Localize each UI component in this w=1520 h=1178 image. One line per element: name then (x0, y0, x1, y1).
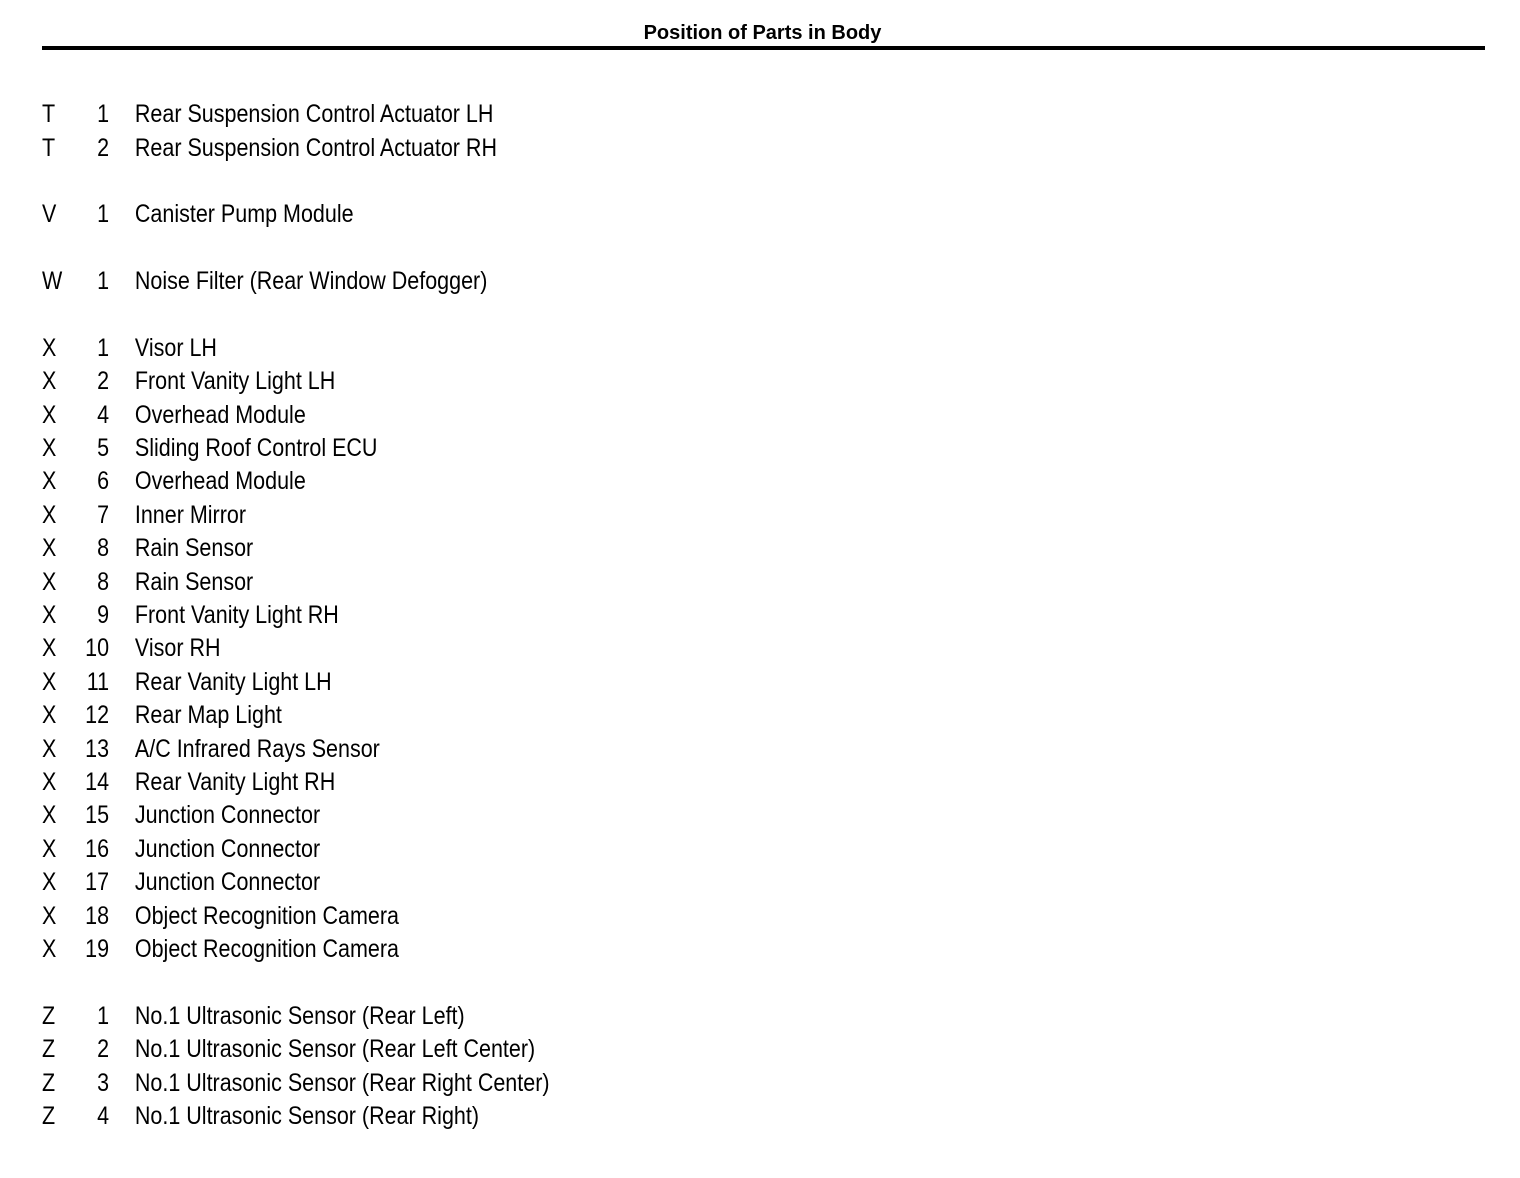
part-row (42, 399, 550, 432)
part-code-letter: X (42, 934, 57, 963)
part-name: No.1 Ultrasonic Sensor (Rear Left Center) (134, 1035, 536, 1064)
parts-group (42, 98, 632, 165)
part-row (42, 1100, 550, 1133)
part-code-letter: X (42, 634, 57, 663)
part-number: 19 (85, 934, 110, 963)
part-number: 14 (85, 768, 110, 796)
part-name: Object Recognition Camera (134, 934, 399, 963)
part-name: Junction Connector (134, 834, 321, 863)
part-name: Inner Mirror (134, 500, 246, 529)
parts-group (42, 1000, 632, 1134)
parts-group (42, 198, 632, 231)
part-number: 15 (85, 801, 110, 830)
part-number: 4 (97, 400, 110, 429)
part-row (42, 699, 550, 732)
part-name: Rain Sensor (134, 534, 254, 563)
part-row (42, 98, 550, 131)
part-number: 1 (97, 1001, 110, 1030)
part-row (42, 833, 550, 866)
part-code-letter: X (42, 434, 57, 463)
part-code-letter: V (42, 200, 57, 229)
part-code-letter: X (42, 868, 57, 897)
part-number: 3 (97, 1068, 110, 1097)
part-name: Junction Connector (134, 868, 321, 897)
part-number: 13 (85, 734, 110, 763)
part-row (42, 599, 550, 632)
part-row (42, 432, 550, 465)
part-name: Rear Vanity Light LH (134, 667, 332, 696)
part-row (42, 1033, 550, 1066)
part-number: 2 (97, 1035, 110, 1064)
part-row (42, 632, 550, 665)
part-code-letter: T (42, 100, 56, 129)
part-row (42, 265, 550, 298)
part-code-letter: Z (42, 1068, 56, 1097)
part-code-letter: X (42, 333, 57, 362)
part-name: Rear Suspension Control Actuator RH (134, 133, 497, 162)
part-row (42, 1000, 550, 1033)
part-name: Rear Suspension Control Actuator LH (134, 100, 494, 129)
part-number: 18 (85, 901, 110, 930)
part-code-letter: T (42, 133, 56, 162)
part-row (42, 532, 550, 565)
part-row (42, 332, 550, 365)
part-name: Rear Map Light (134, 701, 282, 730)
part-row (42, 866, 550, 899)
part-code-letter: X (42, 567, 57, 596)
part-name: No.1 Ultrasonic Sensor (Rear Right) (134, 1101, 480, 1130)
part-number: 11 (86, 667, 110, 696)
part-row (42, 465, 550, 498)
part-row (42, 365, 550, 398)
part-name: Front Vanity Light RH (134, 601, 339, 630)
part-code-letter: X (42, 768, 57, 796)
part-number: 5 (97, 434, 110, 463)
part-code-letter: X (42, 701, 57, 730)
part-row (42, 1066, 550, 1099)
part-number: 7 (97, 500, 110, 529)
page-title: Position of Parts in Body (643, 22, 882, 44)
part-row (42, 766, 550, 799)
part-name: Rear Vanity Light RH (134, 768, 336, 796)
part-number: 2 (97, 367, 110, 396)
part-code-letter: X (42, 367, 57, 396)
part-code-letter: W (42, 267, 63, 296)
part-name: Overhead Module (134, 400, 306, 429)
part-name: A/C Infrared Rays Sensor (134, 734, 380, 763)
part-number: 8 (97, 534, 110, 563)
part-number: 6 (97, 467, 110, 496)
part-row (42, 732, 550, 765)
part-name: Rain Sensor (134, 567, 254, 596)
part-row (42, 499, 550, 532)
part-row (42, 666, 550, 699)
part-name: Object Recognition Camera (134, 901, 399, 930)
part-code-letter: X (42, 667, 57, 696)
part-number: 16 (85, 834, 110, 863)
part-number: 1 (97, 333, 110, 362)
part-row (42, 131, 550, 164)
part-name: Visor LH (134, 333, 217, 362)
part-code-letter: X (42, 467, 57, 496)
part-name: Visor RH (134, 634, 221, 663)
part-number: 8 (97, 567, 110, 596)
part-number: 12 (85, 701, 110, 730)
part-name: Front Vanity Light LH (134, 367, 336, 396)
part-name: No.1 Ultrasonic Sensor (Rear Right Center) (134, 1068, 550, 1097)
part-number: 1 (97, 267, 110, 296)
part-code-letter: X (42, 734, 57, 763)
part-row (42, 933, 550, 966)
part-name: Canister Pump Module (134, 200, 354, 229)
part-name: Overhead Module (134, 467, 306, 496)
part-number: 2 (97, 133, 110, 162)
part-row (42, 565, 550, 598)
part-code-letter: X (42, 500, 57, 529)
title-divider (42, 46, 1485, 50)
part-number: 17 (85, 868, 110, 897)
part-row (42, 899, 550, 932)
part-number: 1 (97, 100, 110, 129)
part-name: Noise Filter (Rear Window Defogger) (134, 267, 488, 296)
part-code-letter: X (42, 901, 57, 930)
part-row (42, 198, 550, 231)
parts-group (42, 265, 632, 298)
part-number: 1 (97, 200, 110, 229)
part-code-letter: X (42, 534, 57, 563)
part-name: Junction Connector (134, 801, 321, 830)
part-name: No.1 Ultrasonic Sensor (Rear Left) (134, 1001, 465, 1030)
part-number: 9 (97, 601, 110, 630)
part-code-letter: Z (42, 1101, 56, 1130)
part-code-letter: X (42, 801, 57, 830)
parts-group (42, 332, 632, 966)
part-name: Sliding Roof Control ECU (134, 434, 378, 463)
part-code-letter: X (42, 601, 57, 630)
parts-list (42, 98, 632, 1167)
part-code-letter: X (42, 834, 57, 863)
part-row (42, 799, 550, 832)
part-number: 10 (85, 634, 110, 663)
part-code-letter: Z (42, 1001, 56, 1030)
part-code-letter: X (42, 400, 57, 429)
part-number: 4 (97, 1101, 110, 1130)
part-code-letter: Z (42, 1035, 56, 1064)
